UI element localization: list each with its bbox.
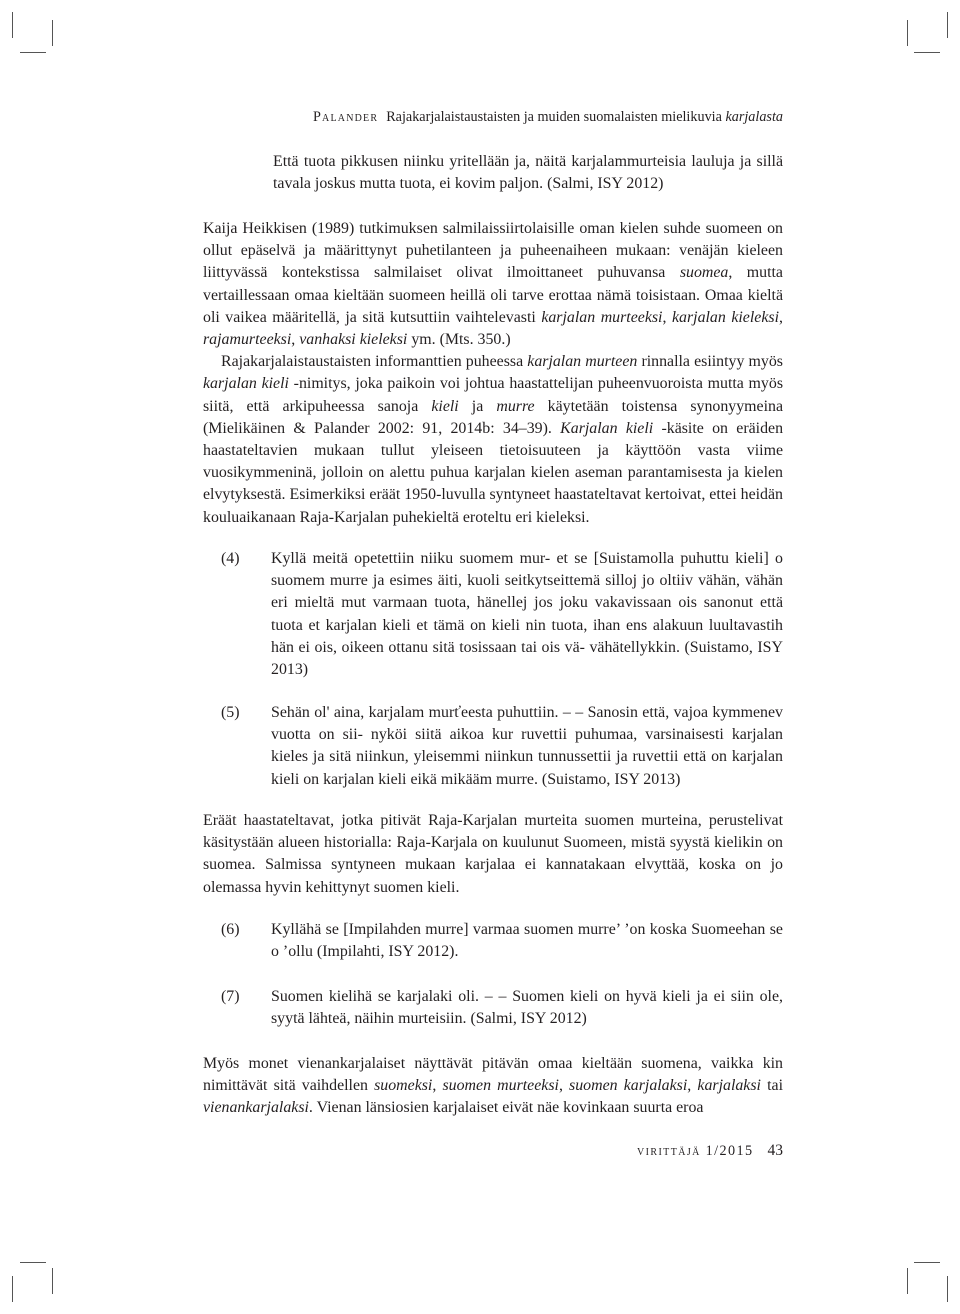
- crop-mark: [52, 20, 53, 46]
- crop-mark: [52, 1268, 53, 1294]
- crop-mark: [12, 1276, 13, 1302]
- example-7: [203, 986, 783, 1030]
- intro-quote: [273, 151, 783, 195]
- journal-name: virittäjä 1/2015: [637, 1143, 754, 1159]
- example-number: (6): [221, 921, 240, 938]
- crop-mark: [20, 1262, 46, 1263]
- example-text: Kyllä meitä opetettiin niiku suomem mur- et se [Suistamolla puhuttu kieli] o suomem murre ja esimes äiti, kuoli seitkytseittemä silloj jo oltiiv vähän, vähän eri mieltä mut varmaan tuota, hänellej jos joku vakavissaan ois sanonut että tuota et karjalan kieli et tämä on kieli nin tuota, ihan ens alakuun luultavastih hän ei ois, oikeen ottanu sitä tosissaan tai ois vä- vähätellykkin. (Suistamo, ISY 2013): [271, 550, 783, 679]
- running-head: [313, 109, 783, 126]
- body-section-1: [203, 218, 783, 529]
- crop-mark: [947, 1276, 948, 1302]
- body-section-2: [203, 810, 783, 899]
- crop-mark: [12, 12, 13, 38]
- crop-mark: [914, 52, 940, 53]
- example-4: [203, 548, 783, 681]
- example-number: (7): [221, 988, 240, 1005]
- paragraph: Kaija Heikkisen (1989) tutkimuksen salmilaissiirtolaisille oman kielen suhde suomeen on ollut epäselvä ja määrittynyt puhetilanteen ja puheenaiheen mukaan: venäjän kieleen liittyvässä kontekstissa salmilaiset olivat ilmoittaneet puhuvansa suomea, mutta vertaillessaan omaa kieltään suomeen heillä oli tarve erottaa nämä toisistaan. Omaa kieltä oli vaikea määritellä, ja sitä kutsuttiin vaihtelevasti karjalan murteeksi, karjalan kieleksi, rajamurteeksi, vanhaksi kieleksi ym. (Mts. 350.): [203, 220, 783, 349]
- running-head-title-italic: karjalasta: [725, 109, 783, 125]
- crop-mark: [947, 12, 948, 38]
- page-number: 43: [767, 1142, 783, 1159]
- example-number: (5): [221, 704, 240, 721]
- intro-quote-text: Että tuota pikkusen niinku yritellään ja, näitä karjalammurteisia lauluja ja sillä tavala joskus mutta tuota, ei kovim paljon. (Salmi, ISY 2012): [273, 153, 783, 193]
- crop-mark: [907, 1268, 908, 1294]
- crop-mark: [907, 20, 908, 46]
- paragraph: Eräät haastateltavat, jotka pitivät Raja-Karjalan murteita suomen murteina, perustelivat käsitystään alueen historialla: Raja-Karjala on kuulunut Suomeen, mistä syystä kielikin on suomea. Salmissa syntyneen mukaan karjalaa ei kannatakaan elvyttää, koska on jo olemassa hyvin kehittynyt suomen kieli.: [203, 812, 783, 896]
- running-head-author: Palander: [312, 109, 379, 125]
- page-footer: [637, 1142, 783, 1160]
- example-5: [203, 702, 783, 791]
- example-text: Sehän ol' aina, karjalam murťeesta puhuttiin. – – Sanosin että, vajoa kymmenev vuotta on sii- nyköi siitä aikoa kur ruvettii puhumaa, varsinaisesti karjalan kieles ja sitä niinkun, yleisemmi niinkun tunnussettii ja ruvettii että on karjalan kieli on karjalan kieli eikä mikääm murre. (Suistamo, ISY 2013): [271, 704, 783, 788]
- crop-mark: [20, 52, 46, 53]
- example-number: (4): [221, 550, 240, 567]
- crop-mark: [914, 1262, 940, 1263]
- example-text: Kyllähä se [Impilahden murre] varmaa suomen murre’ ’on koska Suomeehan se o ’ollu (Impilahti, ISY 2012).: [271, 921, 783, 961]
- example-6: [203, 919, 783, 963]
- paragraph: Rajakarjalaistaustaisten informanttien puheessa karjalan murteen rinnalla esiintyy myös karjalan kieli -nimitys, joka paikoin voi johtua haastattelijan puheenvuoroista mutta myös siitä, että arkipuheessa sanoja kieli ja murre käytetään toistensa synonyymeina (Mielikäinen & Palander 2002: 91, 2014b: 34–39). Karjalan kieli -käsite on eräiden haastateltavien mukaan tullut yleiseen tietoisuuteen ja käyttöön vasta viime vuosikymmeninä, jolloin on alettu puhua karjalan kielen aseman parantamisesta ja kielen elvytyksestä. Esimerkiksi eräät 1950-luvulla syntyneet haastateltavat kertoivat, ettei heidän kouluaikanaan Raja-Karjalan puhekieltä eroteltu eri kieleksi.: [203, 353, 784, 526]
- paragraph: Myös monet vienankarjalaiset näyttävät pitävän omaa kieltään suomena, vaikka kin nimittävät sitä vaihdellen suomeksi, suomen murteeksi, suomen karjalaksi, karjalaksi tai vienankarjalaksi. Vienan länsiosien karjalaiset eivät näe kovinkaan suurta eroa: [203, 1055, 783, 1117]
- running-head-title: Rajakarjalaistaustaisten ja muiden suomalaisten mielikuvia: [386, 109, 722, 125]
- example-text: Suomen kielihä se karjalaki oli. – – Suomen kieli on hyvä kieli ja ei siin ole, syytä lähteä, näihin murteisiin. (Salmi, ISY 2012): [271, 988, 783, 1028]
- body-section-3: [203, 1053, 783, 1120]
